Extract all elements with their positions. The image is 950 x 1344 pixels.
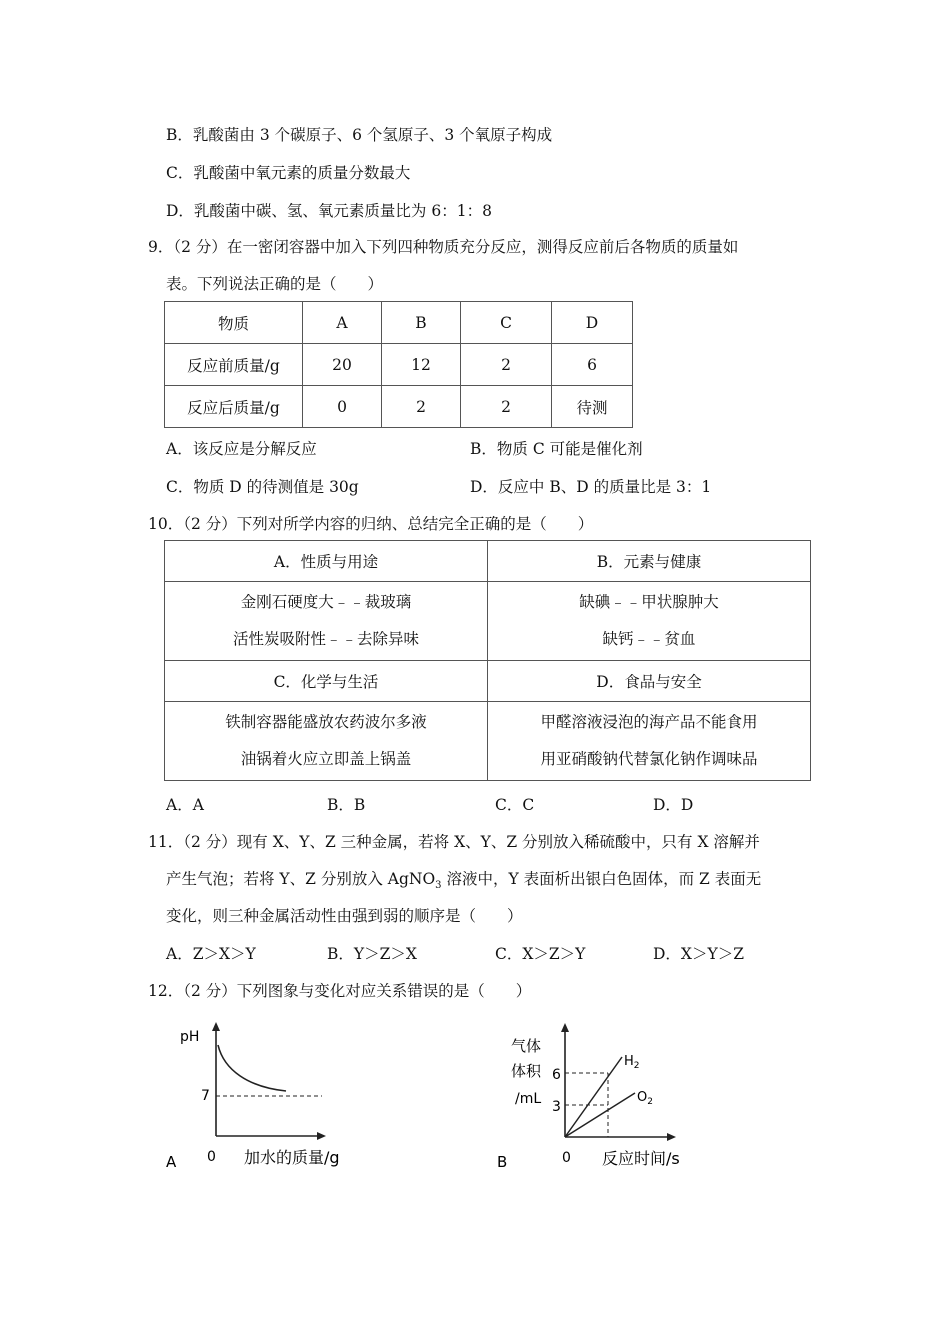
graph-label: B <box>497 1153 508 1171</box>
table-cell <box>165 702 488 781</box>
q8-option-d: D．乳酸菌中碳、氢、氧元素质量比为 6：1：8 <box>166 202 492 220</box>
q9-stem-line1: 9．（2 分）在一密闭容器中加入下列四种物质充分反应，测得反应前后各物质的质量如 <box>148 238 739 256</box>
origin-label: 0 <box>562 1150 571 1166</box>
q8-option-c: C．乳酸菌中氧元素的质量分数最大 <box>166 164 411 182</box>
y-tick-6: 6 <box>552 1067 561 1083</box>
y-axis-arrow <box>561 1023 569 1032</box>
q9-option-c: C．物质 D 的待测值是 30g <box>166 478 359 496</box>
table-row <box>165 302 633 344</box>
o2-line <box>565 1093 635 1137</box>
table-header-cell: C．化学与生活 <box>165 661 488 702</box>
q9-stem-line2: 表。下列说法正确的是（ ） <box>166 275 384 293</box>
table-cell <box>165 582 488 661</box>
q10-summary-table <box>164 540 811 781</box>
table-cell: 反应后质量/g <box>165 386 303 428</box>
q8-option-b: B．乳酸菌由 3 个碳原子、6 个氢原子、3 个氧原子构成 <box>166 126 553 144</box>
table-header-cell: B <box>382 302 461 344</box>
cell-line: 缺钙﹣﹣贫血 <box>602 630 696 648</box>
q11-line2-subscript: 3 <box>435 880 442 892</box>
q12-graph-b <box>490 1015 700 1175</box>
q9-option-d: D．反应中 B、D 的质量比是 3：1 <box>470 478 712 496</box>
x-axis-label: 加水的质量/g <box>244 1148 340 1167</box>
y-axis-label-line3: /mL <box>515 1091 542 1107</box>
o2-subscript: 2 <box>647 1097 653 1107</box>
q11-line2-text-end: 溶液中，Y 表面析出银白色固体，而 Z 表面无 <box>441 870 762 888</box>
table-cell: 0 <box>303 386 382 428</box>
table-row <box>165 661 811 702</box>
cell-line: 铁制容器能盛放农药波尔多液 <box>225 713 427 731</box>
q12-stem: 12．（2 分）下列图象与变化对应关系错误的是（ ） <box>148 982 532 1000</box>
table-cell: 2 <box>382 386 461 428</box>
q11-option-a: A．Z＞X＞Y <box>166 945 256 963</box>
q12-graph-a <box>160 1015 360 1175</box>
q11-option-d: D．X＞Y＞Z <box>653 945 744 963</box>
table-row <box>165 386 633 428</box>
table-cell: 20 <box>303 344 382 386</box>
q9-option-b: B．物质 C 可能是催化剂 <box>470 440 643 458</box>
q11-stem-line3: 变化，则三种金属活动性由强到弱的顺序是（ ） <box>166 907 523 925</box>
cell-line: 缺碘﹣﹣甲状腺肿大 <box>579 593 719 611</box>
h2-symbol: H <box>624 1054 634 1069</box>
h2-label <box>624 1054 640 1071</box>
x-axis-arrow <box>667 1133 676 1141</box>
o2-label <box>637 1090 653 1107</box>
table-header-cell: A <box>303 302 382 344</box>
y-axis-label-line1: 气体 <box>511 1037 542 1055</box>
q9-option-a: A．该反应是分解反应 <box>166 440 317 458</box>
graph-label: A <box>166 1153 177 1171</box>
o2-symbol: O <box>637 1090 648 1105</box>
y-tick-7: 7 <box>201 1088 210 1104</box>
h2-line <box>565 1057 622 1137</box>
q11-stem-line1: 11．（2 分）现有 X、Y、Z 三种金属，若将 X、Y、Z 分别放入稀硫酸中，只有 X 溶解并 <box>148 833 760 851</box>
q9-mass-table <box>164 301 633 428</box>
table-cell: 12 <box>382 344 461 386</box>
q10-option-c: C．C <box>495 796 535 814</box>
table-header-cell: B．元素与健康 <box>488 541 811 582</box>
table-cell: 反应前质量/g <box>165 344 303 386</box>
cell-line: 用亚硝酸钠代替氯化钠作调味品 <box>540 750 758 768</box>
cell-line: 甲醛溶液浸泡的海产品不能食用 <box>540 713 758 731</box>
table-row <box>165 702 811 781</box>
cell-line: 油锅着火应立即盖上锅盖 <box>240 750 412 768</box>
table-header-cell: 物质 <box>165 302 303 344</box>
q11-line2-text: 产生气泡；若将 Y、Z 分别放入 AgNO <box>166 870 436 888</box>
table-cell <box>488 702 811 781</box>
origin-label: 0 <box>207 1149 216 1165</box>
h2-subscript: 2 <box>633 1061 640 1071</box>
table-cell: 6 <box>552 344 633 386</box>
table-row <box>165 344 633 386</box>
table-cell <box>488 582 811 661</box>
table-header-cell: D．食品与安全 <box>488 661 811 702</box>
x-axis-label: 反应时间/s <box>602 1149 680 1168</box>
q11-stem-line2 <box>166 867 761 891</box>
table-header-cell: C <box>461 302 552 344</box>
table-row <box>165 541 811 582</box>
table-header-cell: D <box>552 302 633 344</box>
table-cell: 待测 <box>552 386 633 428</box>
table-cell: 2 <box>461 386 552 428</box>
q10-option-b: B．B <box>327 796 366 814</box>
y-tick-3: 3 <box>552 1099 561 1115</box>
q11-option-b: B．Y＞Z＞X <box>327 945 417 963</box>
y-axis-label: pH <box>180 1029 200 1045</box>
y-axis-arrow <box>212 1022 220 1031</box>
x-axis-arrow <box>317 1132 326 1140</box>
q10-option-d: D．D <box>653 796 694 814</box>
q10-stem: 10．（2 分）下列对所学内容的归纳、总结完全正确的是（ ） <box>148 515 594 533</box>
table-header-cell: A．性质与用途 <box>165 541 488 582</box>
q10-option-a: A．A <box>166 796 204 814</box>
q11-option-c: C．X＞Z＞Y <box>495 945 586 963</box>
table-cell: 2 <box>461 344 552 386</box>
y-axis-label-line2: 体积 <box>511 1062 542 1080</box>
cell-line: 活性炭吸附性﹣﹣去除异味 <box>232 630 419 648</box>
ph-curve <box>218 1045 286 1091</box>
cell-line: 金刚石硬度大﹣﹣裁玻璃 <box>240 593 412 611</box>
table-row <box>165 582 811 661</box>
